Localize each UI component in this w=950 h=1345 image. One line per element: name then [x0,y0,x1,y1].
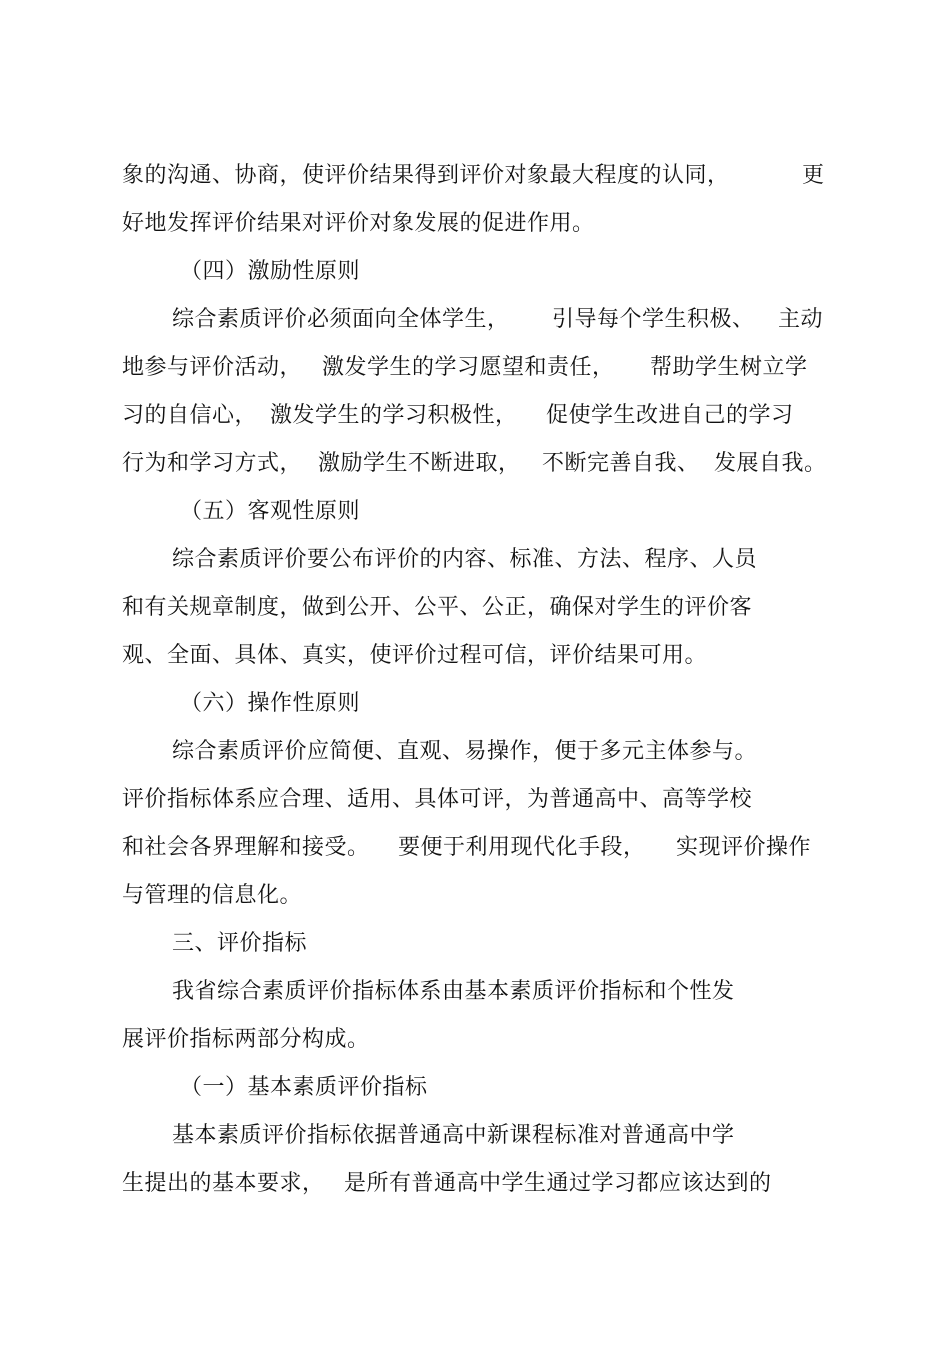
body-text-line: 更 [802,163,825,188]
body-text-line: 生提出的基本要求， [122,1171,325,1196]
body-text-line: 激发学生的学习愿望和责任， [322,355,615,380]
section-heading: （六）操作性原则 [180,691,361,716]
body-text-line: 促使学生改进自己的学习 [546,403,794,428]
body-text-line: 和有关规章制度，做到公开、公平、公正，确保对学生的评价客 [122,595,753,620]
body-text-line: 是所有普通高中学生通过学习都应该达到的 [344,1171,772,1196]
body-text-line: 习的自信心， [122,403,258,428]
body-text-line: 综合素质评价应简便、直观、易操作，便于多元主体参与。 [172,739,758,764]
body-text-line: 好地发挥评价结果对评价对象发展的促进作用。 [122,211,595,236]
body-text-line: 不断完善自我、 [542,451,700,476]
body-text-line: 象的沟通、协商，使评价结果得到评价对象最大程度的认同， [122,163,730,188]
section-heading: 三、评价指标 [172,931,308,956]
body-text-line: 展评价指标两部分构成。 [122,1027,370,1052]
body-text-line: 发展自我。 [714,451,827,476]
body-text-line: 要便于利用现代化手段， [398,835,646,860]
body-text-line: 基本素质评价指标依据普通高中新课程标准对普通高中学 [172,1123,735,1148]
body-text-line: 实现评价操作 [676,835,812,860]
body-text-line: 主动 [778,307,824,332]
body-text-line: 评价指标体系应合理、适用、具体可评，为普通高中、高等学校 [122,787,753,812]
body-text-line: 和社会各界理解和接受。 [122,835,370,860]
body-text-line: 我省综合素质评价指标体系由基本素质评价指标和个性发 [172,979,735,1004]
body-text-line: 观、全面、具体、真实，使评价过程可信，评价结果可用。 [122,643,708,668]
body-text-line: 综合素质评价要公布评价的内容、标准、方法、程序、人员 [172,547,758,572]
body-text-line: 引导每个学生积极、 [552,307,755,332]
body-text-line: 激励学生不断进取， [318,451,521,476]
body-text-line: 综合素质评价必须面向全体学生， [172,307,510,332]
body-text-line: 帮助学生树立学 [650,355,808,380]
body-text-line: 地参与评价活动， [122,355,303,380]
section-heading: （一）基本素质评价指标 [180,1075,428,1100]
body-text-line: 激发学生的学习积极性， [270,403,518,428]
section-heading: （四）激励性原则 [180,259,361,284]
body-text-line: 与管理的信息化。 [122,883,303,908]
section-heading: （五）客观性原则 [180,499,361,524]
body-text-line: 行为和学习方式， [122,451,303,476]
